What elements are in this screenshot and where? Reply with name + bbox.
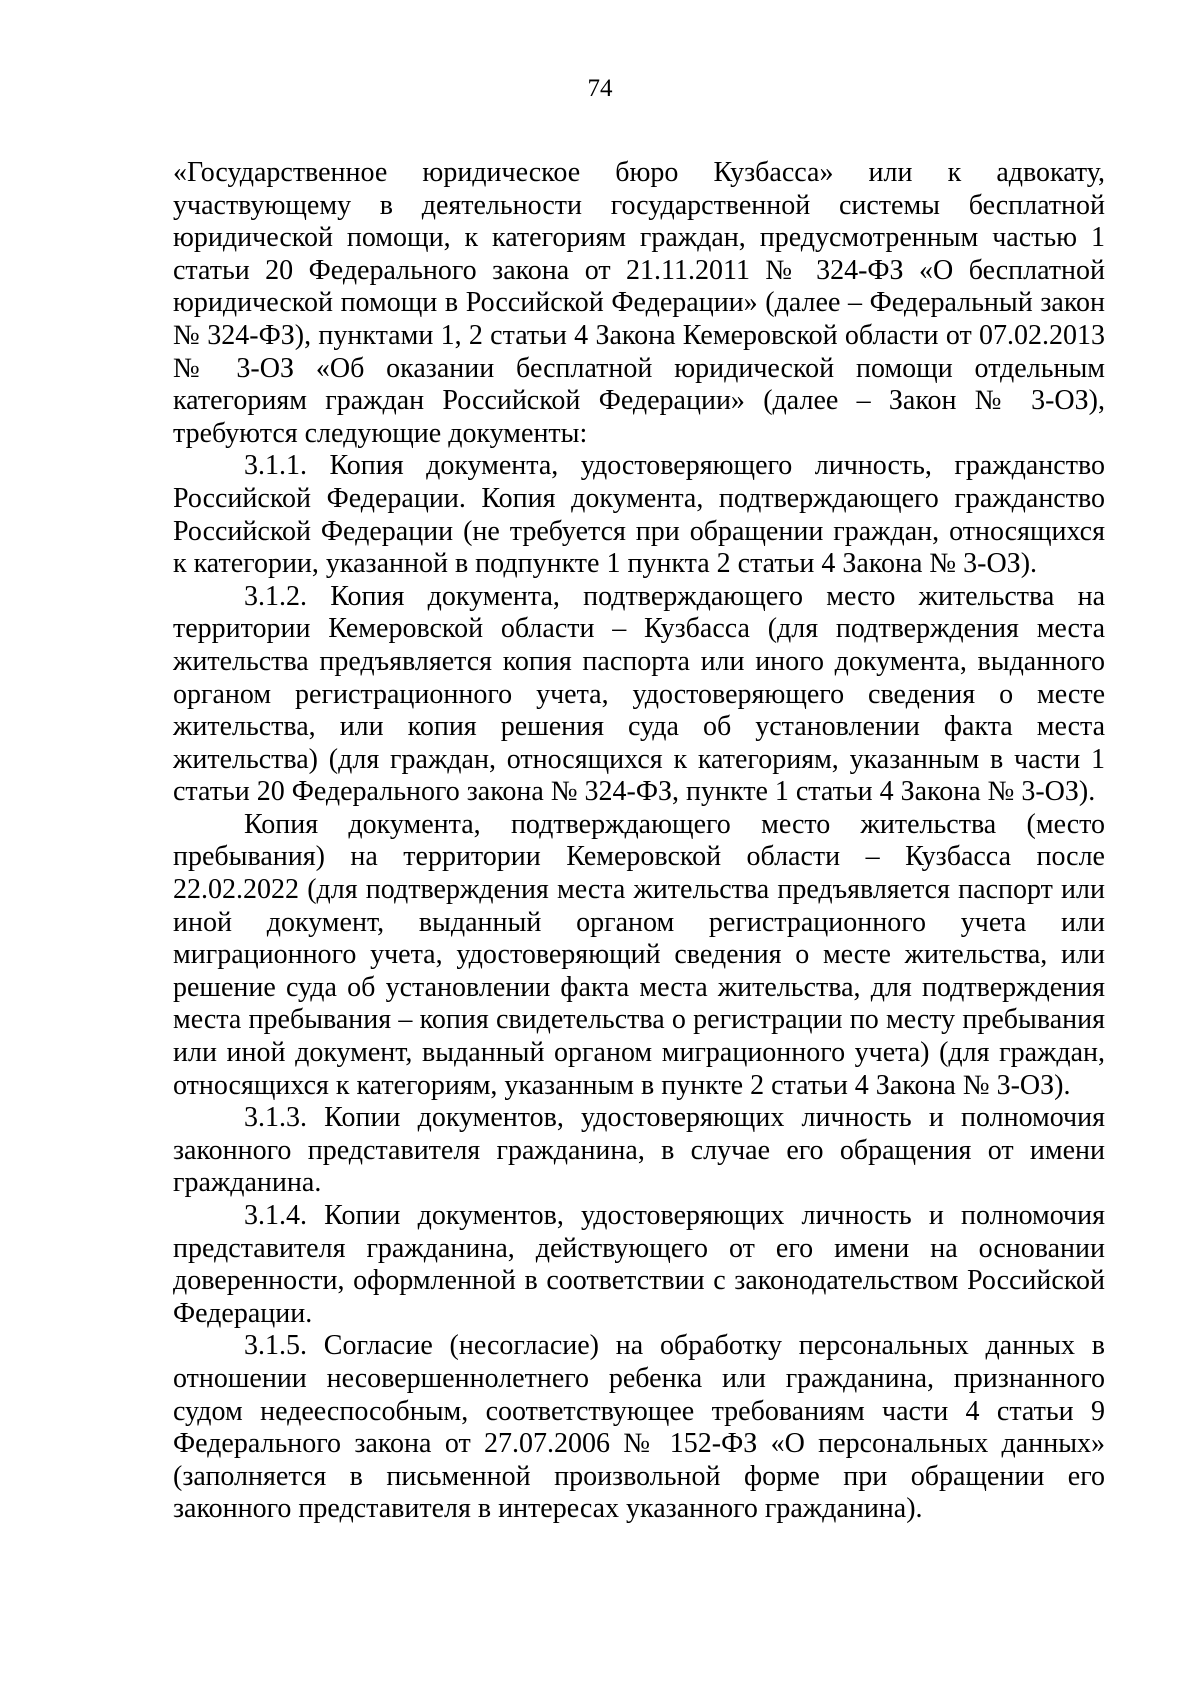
- paragraph-3-1-4: 3.1.4. Копии документов, удостоверяющих личность и полномочия представителя гражданина, действующего от его имени на основании доверенности, оформленной в соответствии с законодательством Российской Федерации.: [173, 1200, 1105, 1329]
- paragraph-intro: «Государственное юридическое бюро Кузбасса» или к адвокату, участвующему в деятельности государственной системы бесплатной юридической помощи, к категориям граждан, предусмотренным частью 1 статьи 20 Федерального закона от 21.11.2011 № 324-ФЗ «О бесплатной юридической помощи в Российской Федерации» (далее – Федеральный закон № 324-ФЗ), пунктами 1, 2 статьи 4 Закона Кемеровской области от 07.02.2013 № 3-ОЗ «Об оказании бесплатной юридической помощи отдельным категориям граждан Российской Федерации» (далее – Закон № 3-ОЗ), требуются следующие документы:: [173, 157, 1105, 449]
- document-body: [173, 157, 1105, 1526]
- page-number: 74: [587, 75, 613, 102]
- paragraph-3-1-3: 3.1.3. Копии документов, удостоверяющих личность и полномочия законного представителя гражданина, в случае его обращения от имени гражданина.: [173, 1102, 1105, 1199]
- paragraph-3-1-1: 3.1.1. Копия документа, удостоверяющего личность, гражданство Российской Федерации. Копия документа, подтверждающего гражданство Российской Федерации (не требуется при обращении граждан, относящихся к категории, указанной в подпункте 1 пункта 2 статьи 4 Закона № 3-ОЗ).: [173, 450, 1105, 580]
- paragraph-3-1-2-continuation: Копия документа, подтверждающего место жительства (место пребывания) на территории Кемеровской области – Кузбасса после 22.02.2022 (для подтверждения места жительства предъявляется паспорт или иной документ, выданный органом регистрационного учета или миграционного учета, удостоверяющий сведения о месте жительства, или решение суда об установлении факта места жительства, для подтверждения места пребывания – копия свидетельства о регистрации по месту пребывания или иной документ, выданный органом миграционного учета) (для граждан, относящихся к категориям, указанным в пункте 2 статьи 4 Закона № 3-ОЗ).: [173, 808, 1105, 1101]
- paragraph-3-1-2: 3.1.2. Копия документа, подтверждающего место жительства на территории Кемеровской области – Кузбасса (для подтверждения места жительства предъявляется копия паспорта или иного документа, выданного органом регистрационного учета, удостоверяющего сведения о месте жительства, или копия решения суда об установлении факта места жительства) (для граждан, относящихся к категориям, указанным в части 1 статьи 20 Федерального закона № 324-ФЗ, пункте 1 статьи 4 Закона № 3-ОЗ).: [173, 580, 1105, 808]
- paragraph-3-1-5: 3.1.5. Согласие (несогласие) на обработку персональных данных в отношении несовершеннолетнего ребенка или гражданина, признанного судом недееспособным, соответствующее требованиям части 4 статьи 9 Федерального закона от 27.07.2006 № 152-ФЗ «О персональных данных» (заполняется в письменной произвольной форме при обращении его законного представителя в интересах указанного гражданина).: [173, 1330, 1105, 1525]
